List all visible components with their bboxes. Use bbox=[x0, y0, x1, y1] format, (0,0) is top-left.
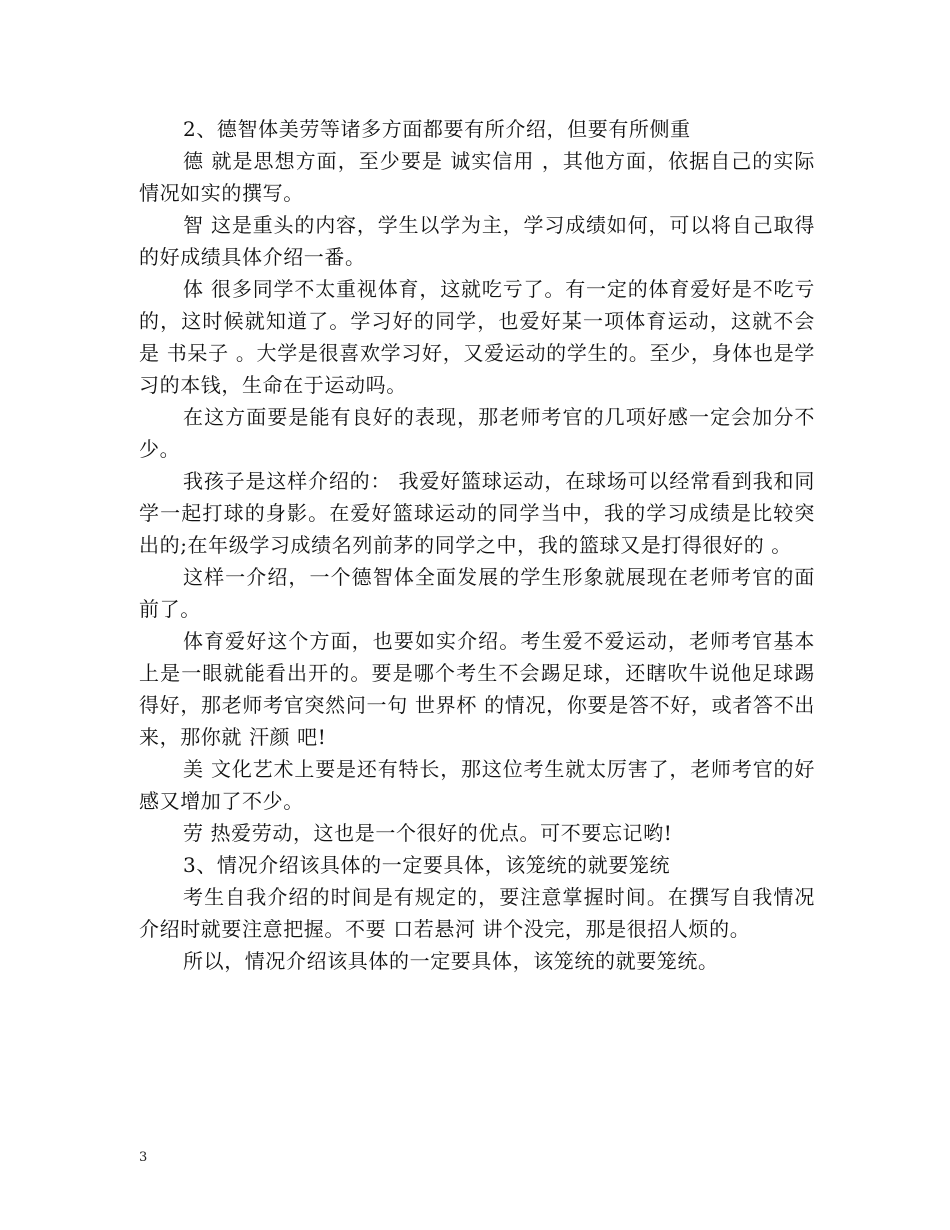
paragraph: 2、德智体美劳等诸多方面都要有所介绍，但要有所侧重 bbox=[183, 117, 691, 141]
paragraph: 这样一介绍，一个德智体全面发展的学生形象就展现在老师考官的面前了。 bbox=[139, 565, 815, 621]
paragraph: 3、情况介绍该具体的一定要具体，该笼统的就要笼统 bbox=[183, 853, 671, 877]
paragraph: 在这方面要是能有良好的表现，那老师考官的几项好感一定会加分不少。 bbox=[139, 405, 815, 461]
paragraph: 智 这是重头的内容，学生以学为主，学习成绩如何，可以将自己取得的好成绩具体介绍一番。 bbox=[139, 213, 815, 269]
paragraph: 所以，情况介绍该具体的一定要具体，该笼统的就要笼统。 bbox=[183, 949, 719, 973]
paragraph: 美 文化艺术上要是还有特长，那这位考生就太厉害了，老师考官的好感又增加了不少。 bbox=[139, 757, 815, 813]
document-body bbox=[139, 113, 815, 977]
paragraph: 德 就是思想方面，至少要是 诚实信用 ，其他方面，依据自己的实际情况如实的撰写。 bbox=[139, 149, 815, 205]
paragraph: 体育爱好这个方面，也要如实介绍。考生爱不爱运动，老师考官基本上是一眼就能看出开的。要是哪个考生不会踢足球，还瞎吹牛说他足球踢得好，那老师考官突然问一句 世界杯 的情况，你要是答不好，或者答不出来，那你就 汗颜 吧! bbox=[139, 629, 815, 749]
page-number: 3 bbox=[139, 1150, 148, 1165]
paragraph: 劳 热爱劳动，这也是一个很好的优点。可不要忘记哟! bbox=[183, 821, 673, 845]
paragraph: 体 很多同学不太重视体育，这就吃亏了。有一定的体育爱好是不吃亏的，这时候就知道了。学习好的同学，也爱好某一项体育运动，这就不会是 书呆子 。大学是很喜欢学习好，又爱运动的学生的。至少，身体也是学习的本钱，生命在于运动吗。 bbox=[139, 277, 815, 397]
paragraph: 考生自我介绍的时间是有规定的，要注意掌握时间。在撰写自我情况介绍时就要注意把握。不要 口若悬河 讲个没完，那是很招人烦的。 bbox=[139, 885, 815, 941]
paragraph: 我孩子是这样介绍的： 我爱好篮球运动，在球场可以经常看到我和同学一起打球的身影。在爱好篮球运动的同学当中，我的学习成绩是比较突出的;在年级学习成绩名列前茅的同学之中，我的篮球又是打得很好的 。 bbox=[139, 469, 815, 557]
